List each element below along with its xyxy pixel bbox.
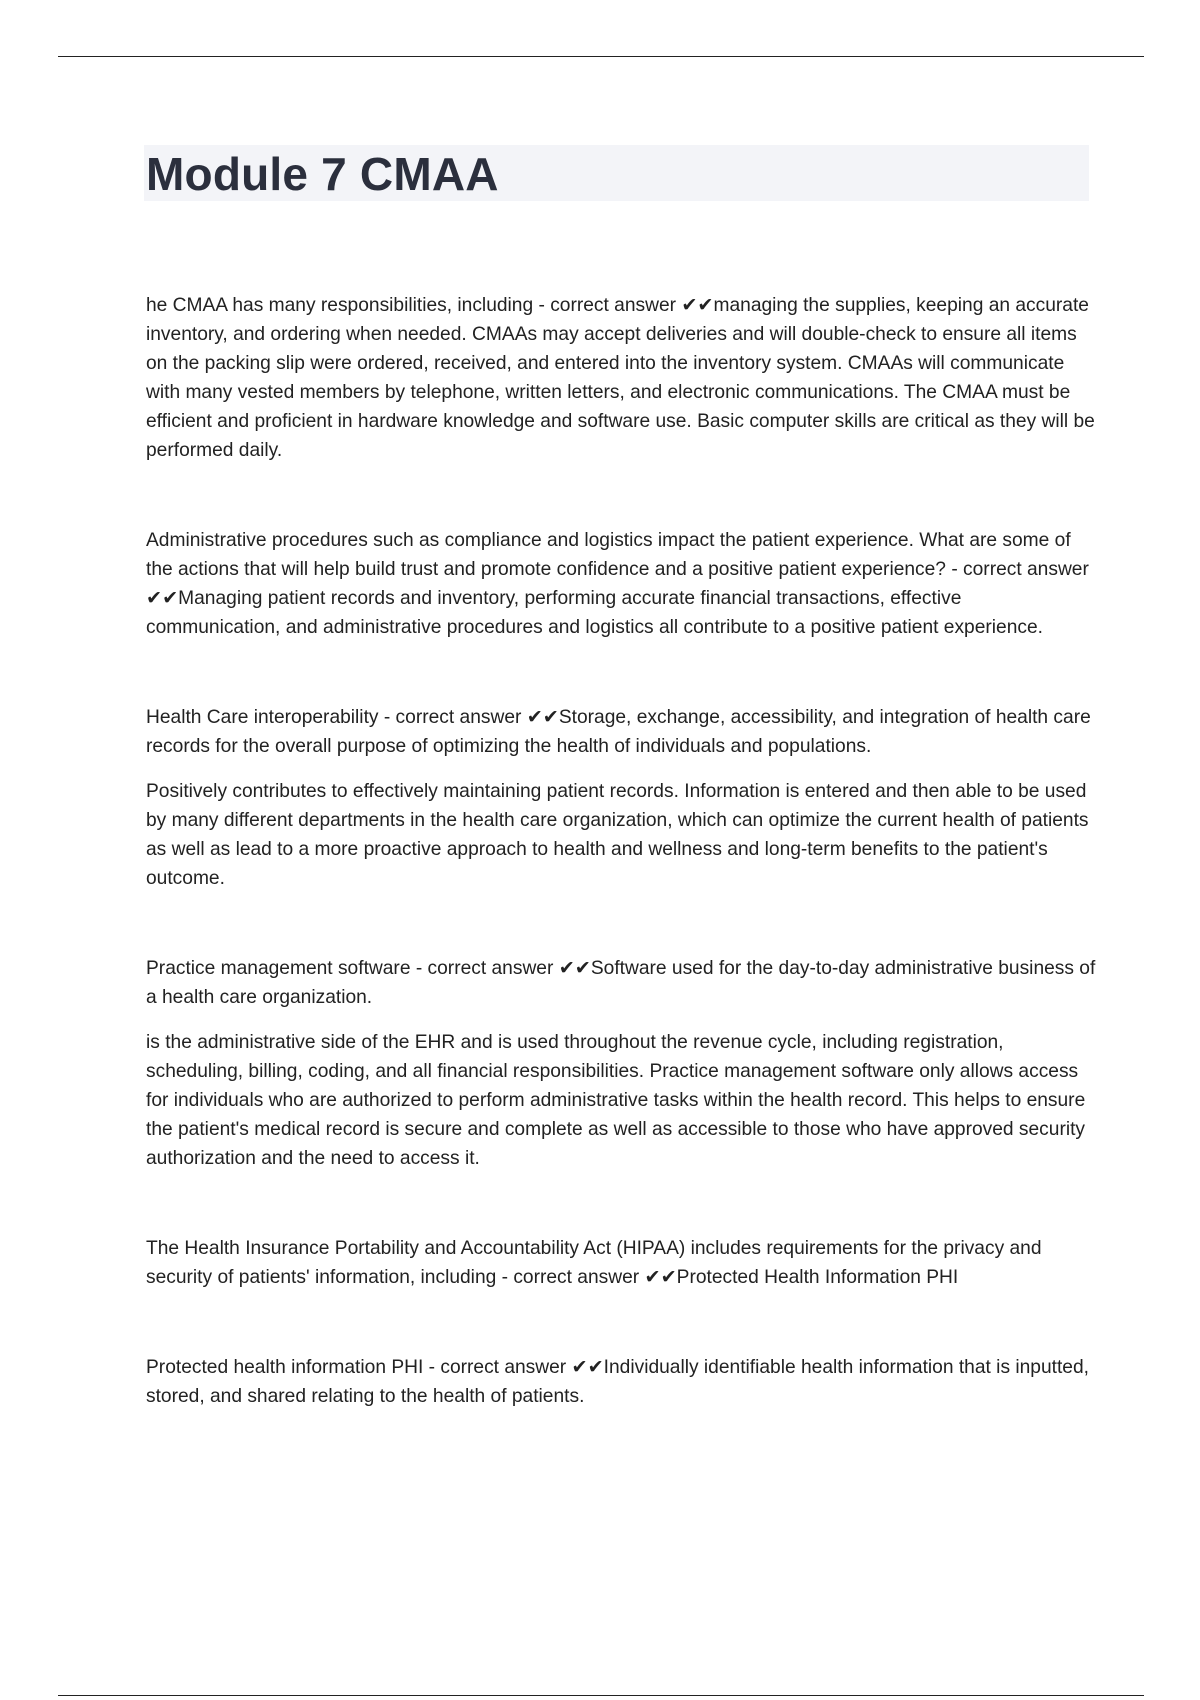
qa-paragraph: he CMAA has many responsibilities, including - correct answer ✔✔managing the supplies, keeping an accurate inventory, and ordering when needed. CMAAs may accept deliveries and will double-check to ensure all items on the packing slip were ordered, received, and entered into the inventory system. CMAAs will communicate with many vested members by telephone, written letters, and electronic communications. The CMAA must be efficient and proficient in hardware knowledge and software use. Basic computer skills are critical as they will be performed daily.: [146, 295, 1095, 461]
qa-paragraph-continued: is the administrative side of the EHR and is used throughout the revenue cycle, including registration, scheduling, billing, coding, and all financial responsibilities. Practice management software only allows access for individuals who are authorized to perform administrative tasks within the health record. This helps to ensure the patient's medical record is secure and complete as well as accessible to those who have approved security authorization and the need to access it.: [146, 1032, 1086, 1169]
qa-paragraph: Protected health information PHI - correct answer ✔✔Individually identifiable health information that is inputted, stored, and shared relating to the health of patients.: [146, 1357, 1089, 1407]
page-title: Module 7 CMAA: [146, 148, 499, 200]
qa-entry-cmaa-responsibilities: [146, 291, 1096, 465]
page-footer-rule: [58, 1695, 1144, 1696]
qa-entry-hipaa: [146, 1234, 1096, 1292]
qa-entry-interoperability: [146, 703, 1096, 893]
qa-entry-phi: [146, 1353, 1096, 1411]
qa-entry-administrative-procedures: [146, 526, 1096, 642]
document-body: [146, 291, 1096, 1411]
qa-paragraph: Health Care interoperability - correct answer ✔✔Storage, exchange, accessibility, and integration of health care records for the overall purpose of optimizing the health of individuals and populations.: [146, 707, 1091, 757]
qa-entry-practice-management-software: [146, 954, 1096, 1173]
qa-paragraph: The Health Insurance Portability and Accountability Act (HIPAA) includes requirements for the privacy and security of patients' information, including - correct answer ✔✔Protected Health Information PHI: [146, 1238, 1042, 1288]
qa-paragraph: Practice management software - correct answer ✔✔Software used for the day-to-day administrative business of a health care organization.: [146, 958, 1096, 1008]
page-header-rule: [58, 56, 1144, 57]
qa-paragraph-continued: Positively contributes to effectively maintaining patient records. Information is entered and then able to be used by many different departments in the health care organization, which can optimize the current health of patients as well as lead to a more proactive approach to health and wellness and long-term benefits to the patient's outcome.: [146, 781, 1089, 889]
qa-paragraph: Administrative procedures such as compliance and logistics impact the patient experience. What are some of the actions that will help build trust and promote confidence and a positive patient experience? - correct answer ✔✔Managing patient records and inventory, performing accurate financial transactions, effective communication, and administrative procedures and logistics all contribute to a positive patient experience.: [146, 530, 1089, 638]
